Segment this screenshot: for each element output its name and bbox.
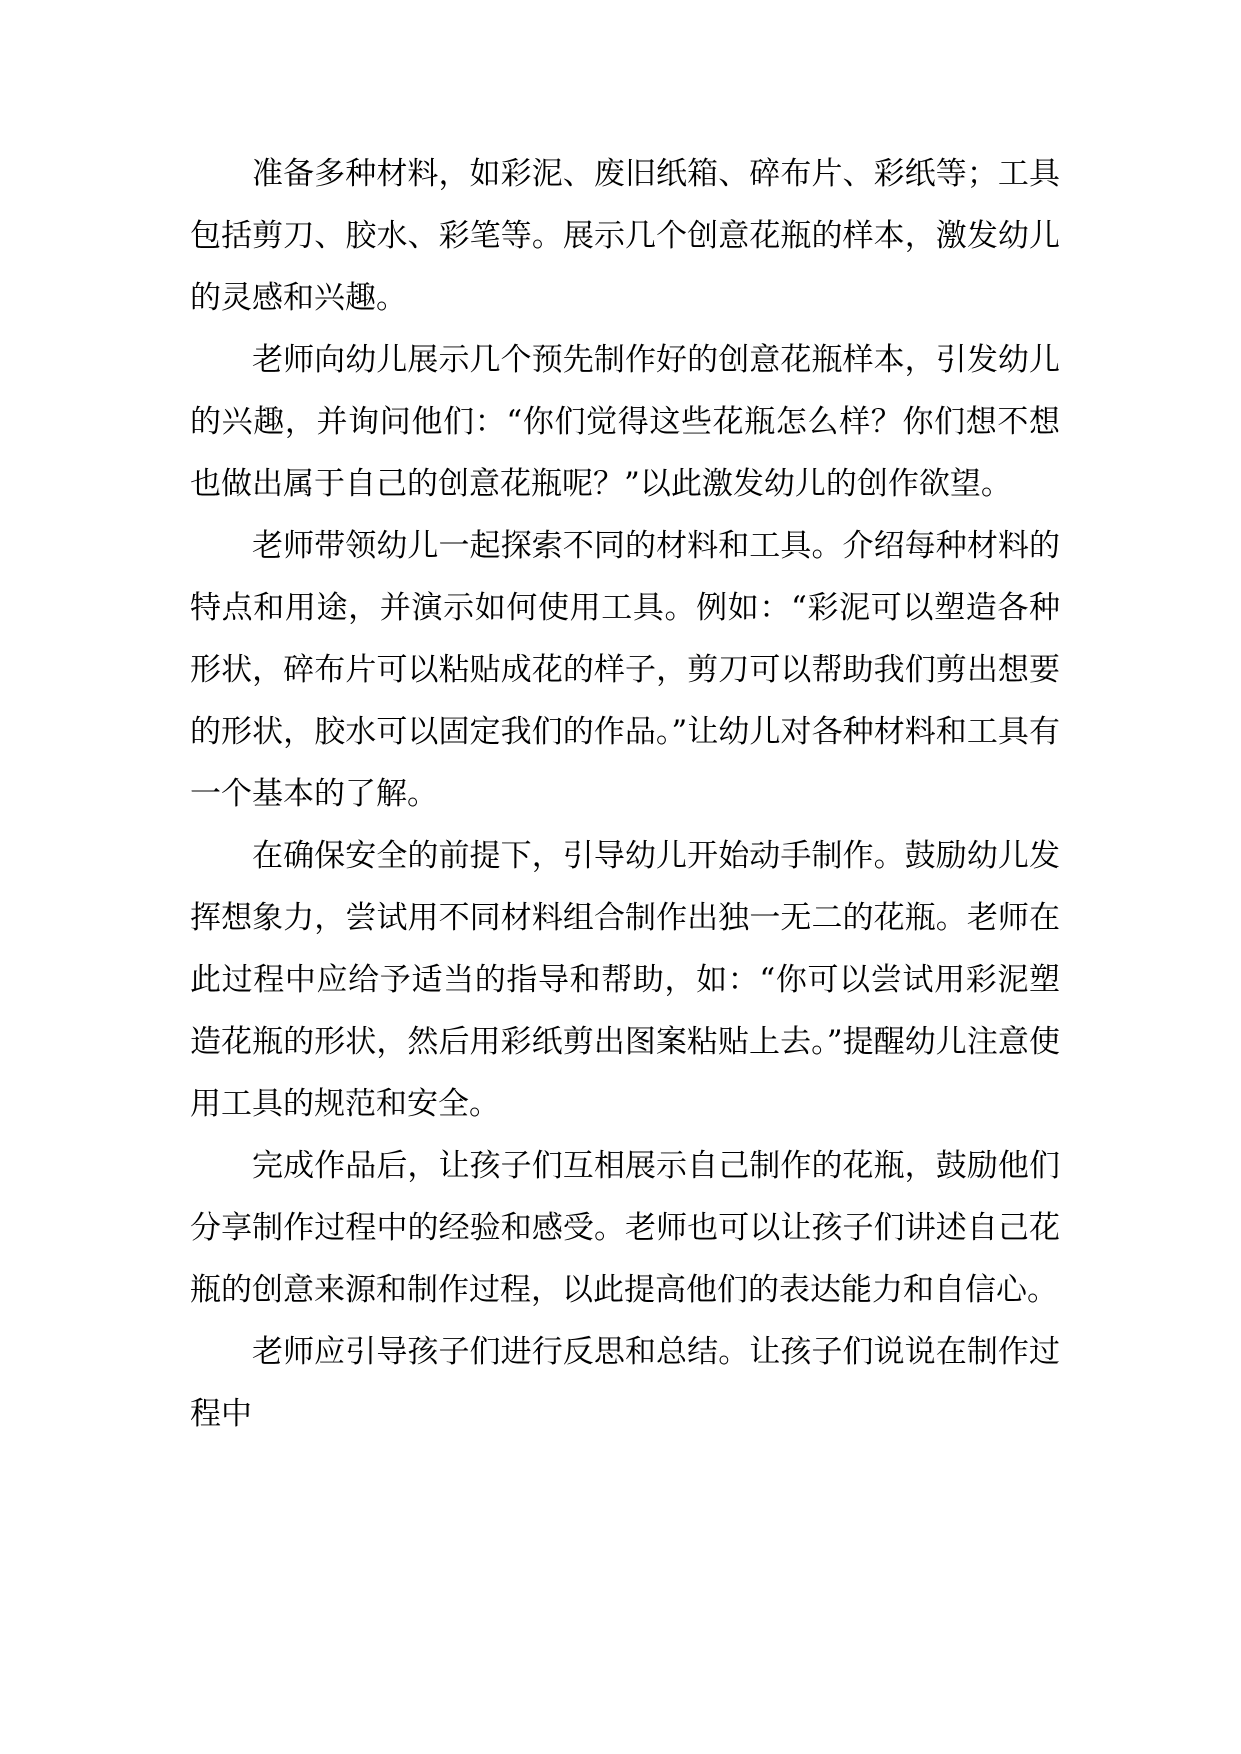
paragraph-reflection: 老师应引导孩子们进行反思和总结。让孩子们说说在制作过程中 <box>190 1334 1060 1432</box>
paragraph-making: 在确保安全的前提下，引导幼儿开始动手制作。鼓励幼儿发挥想象力，尝试用不同材料组合制作出独一无二的花瓶。老师在此过程中应给予适当的指导和帮助，如：“你可以尝试用彩泥塑造花瓶的形状，然后用彩纸剪出图案粘贴上去。”提醒幼儿注意使用工具的规范和安全。 <box>190 838 1060 1122</box>
paragraph-exploration: 老师带领幼儿一起探索不同的材料和工具。介绍每种材料的特点和用途，并演示如何使用工具。例如：“彩泥可以塑造各种形状，碎布片可以粘贴成花的样子，剪刀可以帮助我们剪出想要的形状，胶水可以固定我们的作品。”让幼儿对各种材料和工具有一个基本的了解。 <box>190 528 1060 812</box>
document-body <box>190 143 1060 1445</box>
paragraph-materials: 准备多种材料，如彩泥、废旧纸箱、碎布片、彩纸等；工具包括剪刀、胶水、彩笔等。展示几个创意花瓶的样本，激发幼儿的灵感和兴趣。 <box>190 156 1060 316</box>
paragraph-introduction: 老师向幼儿展示几个预先制作好的创意花瓶样本，引发幼儿的兴趣，并询问他们：“你们觉得这些花瓶怎么样？你们想不想也做出属于自己的创意花瓶呢？”以此激发幼儿的创作欲望。 <box>190 342 1060 502</box>
paragraph-sharing: 完成作品后，让孩子们互相展示自己制作的花瓶，鼓励他们分享制作过程中的经验和感受。老师也可以让孩子们讲述自己花瓶的创意来源和制作过程，以此提高他们的表达能力和自信心。 <box>190 1148 1060 1308</box>
